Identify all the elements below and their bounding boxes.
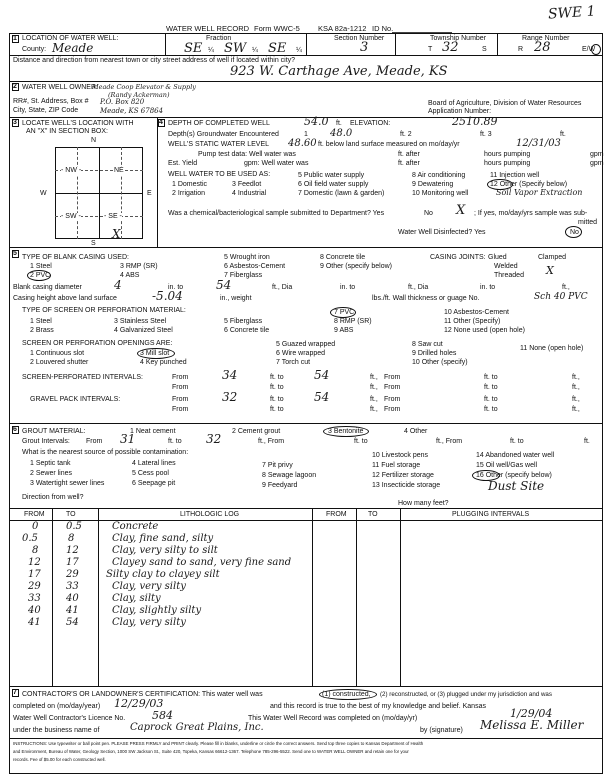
- section-number-label: Section Number: [334, 35, 385, 42]
- est-yield-label: Est. Yield: [168, 160, 198, 167]
- fraction-2[interactable]: SW: [224, 41, 247, 56]
- log-row-7-from[interactable]: 40: [28, 605, 41, 616]
- groundwater-2-label: ft. 2: [400, 131, 412, 138]
- casing-in-to-2: in. to: [340, 284, 356, 291]
- id-label: ID No.: [372, 24, 394, 33]
- opening-guazed[interactable]: 5 Guazed wrapped: [276, 341, 336, 348]
- spi-ft-1: ft.,: [370, 374, 378, 381]
- static-level-value[interactable]: 48.60: [288, 138, 317, 149]
- screen-asbestos[interactable]: 10 Asbestos-Cement: [444, 309, 509, 316]
- disinfected-no-circle: [565, 226, 582, 238]
- locate-label-1: LOCATE WELL'S LOCATION WITH: [22, 120, 134, 127]
- fraction-3[interactable]: SE: [268, 41, 287, 56]
- cert-line-1c: (2) reconstructed, or (3) plugged under my jurisdiction and was: [380, 691, 552, 698]
- compass-e: E: [147, 190, 152, 197]
- signature-value[interactable]: Melissa E. Miller: [480, 718, 584, 732]
- log-to-header: TO: [66, 511, 76, 518]
- spi-to-3: ft. to: [270, 384, 284, 391]
- gp-to-2: ft. to: [484, 396, 498, 403]
- groundwater-ft: ft.: [560, 131, 566, 138]
- grout-ft-end: ft.: [584, 438, 590, 445]
- chem-no: No: [424, 210, 433, 217]
- log-row-6-to[interactable]: 40: [66, 593, 79, 604]
- quadrant-sw: - SW -: [61, 213, 81, 220]
- groundwater-3-label: ft. 3: [480, 131, 492, 138]
- screen-steel[interactable]: 1 Steel: [30, 318, 52, 325]
- gp-from-3: From: [172, 406, 189, 413]
- address-po[interactable]: P.O. Box 820: [100, 98, 145, 106]
- log-row-7-to[interactable]: 41: [66, 605, 79, 616]
- log-row-1-to[interactable]: 8: [68, 533, 75, 544]
- cert-constructed-circle: [319, 689, 377, 700]
- grout-from-1: From: [86, 438, 103, 445]
- use-lawn[interactable]: 7 Domestic (lawn & garden): [298, 190, 385, 197]
- township-label: Township Number: [430, 35, 487, 42]
- gp-to-1: ft. to: [270, 396, 284, 403]
- log-row-4-from[interactable]: 17: [28, 569, 41, 580]
- casing-steel[interactable]: 1 Steel: [30, 263, 52, 270]
- city-value[interactable]: Meade, KS 67864: [100, 107, 164, 115]
- log-row-5-to[interactable]: 33: [66, 581, 79, 592]
- use-air[interactable]: 8 Air conditioning: [412, 172, 466, 179]
- opening-key-punched[interactable]: 4 Key punched: [140, 359, 187, 366]
- opening-louvered[interactable]: 2 Louvered shutter: [30, 359, 89, 366]
- county-value[interactable]: Meade: [52, 41, 94, 55]
- log-from-header: FROM: [24, 511, 45, 518]
- log-row-3-desc[interactable]: Clayey sand to sand, very fine sand: [112, 557, 292, 568]
- contam-cess[interactable]: 5 Cess pool: [132, 470, 169, 477]
- casing-ft-dia-2: ft., Dia: [408, 284, 429, 291]
- grout-bentonite[interactable]: 3 Bentonite: [328, 428, 364, 435]
- contam-insecticide[interactable]: 13 Insecticide storage: [372, 482, 441, 489]
- casing-wrought[interactable]: 5 Wrought iron: [224, 254, 270, 261]
- pump-after: ft. after: [398, 151, 420, 158]
- grout-neat-cement[interactable]: 1 Neat cement: [130, 428, 176, 435]
- contam-lateral[interactable]: 4 Lateral lines: [132, 460, 176, 467]
- plug-from-header: FROM: [326, 511, 347, 518]
- gp-to-value[interactable]: 54: [314, 390, 330, 404]
- casing-diameter-label: Blank casing diameter: [13, 284, 82, 291]
- chem-if-yes: ; If yes, mo/day/yrs sample was sub-: [474, 210, 588, 217]
- township-t: T: [428, 46, 433, 53]
- cert-line-1a: CONTRACTOR'S OR LANDOWNER'S CERTIFICATION: This water well was: [22, 691, 263, 698]
- stamp: SWE 1: [547, 3, 597, 23]
- spi-from-4: From: [384, 384, 401, 391]
- casing-joints-label: CASING JOINTS:: [430, 254, 486, 261]
- elevation-label: ELEVATION:: [350, 120, 391, 127]
- range-w-circle: [591, 44, 601, 55]
- casing-diameter-to[interactable]: 54: [216, 278, 232, 292]
- pump-hours: hours pumping: [484, 151, 531, 158]
- static-level-date[interactable]: 12/31/03: [516, 138, 561, 149]
- casing-pvc-circle: [27, 270, 51, 281]
- range-r: R: [518, 46, 524, 53]
- opening-wire[interactable]: 6 Wire wrapped: [276, 350, 326, 357]
- grout-material-label: GROUT MATERIAL:: [22, 428, 86, 435]
- contam-sewer[interactable]: 2 Sewer lines: [30, 470, 73, 477]
- plug-to-header: TO: [368, 511, 378, 518]
- casing-height-value[interactable]: -5.04: [152, 289, 183, 303]
- casing-diameter-ft-dia: ft., Dia: [272, 284, 293, 291]
- use-irrigation[interactable]: 2 Irrigation: [172, 190, 206, 197]
- log-row-5-desc[interactable]: Clay, very silty: [112, 581, 186, 592]
- contam-fertilizer[interactable]: 12 Fertilizer storage: [372, 472, 434, 479]
- contam-seepage[interactable]: 6 Seepage pit: [132, 480, 176, 487]
- section-2-number: 2: [13, 83, 17, 90]
- form-number: Form WWC-5: [254, 24, 300, 33]
- use-injection[interactable]: 11 Injection well: [490, 172, 540, 179]
- groundwater-1-value[interactable]: 48.0: [330, 128, 353, 139]
- quarter-1: ¼: [208, 47, 214, 54]
- yield-after: ft. after: [398, 160, 420, 167]
- quadrant-ne: NE: [114, 167, 124, 174]
- grout-intervals-label: Grout Intervals:: [22, 438, 70, 445]
- contam-other-value[interactable]: Dust Site: [488, 479, 545, 493]
- business-name-value[interactable]: Caprock Great Plains, Inc.: [130, 722, 264, 733]
- county-label: County:: [22, 46, 47, 53]
- log-row-8-desc[interactable]: Clay, very silty: [112, 617, 186, 628]
- owner-value[interactable]: Meade Coop Elevator & Supply: [92, 83, 196, 91]
- spi-to-1: ft. to: [270, 374, 284, 381]
- static-level-label: WELL'S STATIC WATER LEVEL: [168, 141, 270, 148]
- use-feedlot[interactable]: 3 Feedlot: [232, 181, 262, 188]
- grout-to-value[interactable]: 32: [206, 432, 222, 446]
- spi-ft-2: ft.,: [572, 374, 580, 381]
- grout-cement[interactable]: 2 Cement grout: [232, 428, 281, 435]
- log-row-1-from[interactable]: 0.5: [22, 533, 38, 544]
- disinfected-no: No: [570, 229, 579, 236]
- depth-ft: ft.: [336, 120, 342, 127]
- log-row-3-to[interactable]: 17: [66, 557, 79, 568]
- log-row-2-desc[interactable]: Clay, very silty to silt: [112, 545, 218, 556]
- instructions-3: records. Fee of $5.00 for each constructed well.: [13, 757, 106, 762]
- disinfected-label: Water Well Disinfected? Yes: [398, 229, 486, 236]
- compass-s: S: [91, 240, 96, 247]
- range-label: Range Number: [522, 35, 570, 42]
- log-row-6-desc[interactable]: Clay, silty: [112, 593, 161, 604]
- contam-watertight[interactable]: 3 Watertight sewer lines: [30, 480, 105, 487]
- opening-saw[interactable]: 8 Saw cut: [412, 341, 443, 348]
- township-s: S: [482, 46, 487, 53]
- screen-stainless[interactable]: 3 Stainless Steel: [114, 318, 167, 325]
- grout-bentonite-circle: [323, 426, 369, 437]
- distance-label: Distance and direction from nearest town or city street address of well if located within city?: [13, 57, 296, 64]
- gp-ft-3: ft.,: [370, 406, 378, 413]
- casing-concrete[interactable]: 8 Concrete tile: [320, 254, 366, 261]
- licence-label: Water Well Contractor's Licence No.: [13, 715, 126, 722]
- screen-abs[interactable]: 9 ABS: [334, 327, 354, 334]
- joint-clamped[interactable]: Clamped: [538, 254, 567, 261]
- log-row-8-to[interactable]: 54: [66, 617, 79, 628]
- gravel-pack-label: GRAVEL PACK INTERVALS:: [30, 396, 121, 403]
- contam-oil-gas[interactable]: 15 Oil well/Gas well: [476, 462, 538, 469]
- quadrant-se: - SE -: [104, 213, 122, 220]
- yield-gpm-2: gpm: [590, 160, 604, 167]
- opening-drilled[interactable]: 9 Drilled holes: [412, 350, 457, 357]
- static-level-suffix: ft. below land surface measured on mo/day/yr: [318, 141, 460, 148]
- grout-ft-from: ft., From: [258, 438, 285, 445]
- use-monitoring[interactable]: 10 Monitoring well: [412, 190, 469, 197]
- screen-material-label: TYPE OF SCREEN OR PERFORATION MATERIAL:: [22, 307, 186, 314]
- use-label: WELL WATER TO BE USED AS:: [168, 171, 271, 178]
- use-dewatering[interactable]: 9 Dewatering: [412, 181, 454, 188]
- grout-from-value[interactable]: 31: [120, 432, 136, 446]
- completed-date[interactable]: 12/29/03: [114, 697, 164, 710]
- gp-ft-2: ft.,: [572, 396, 580, 403]
- openings-label: SCREEN OR PERFORATION OPENINGS ARE:: [22, 340, 173, 347]
- spi-from-1: From: [172, 374, 189, 381]
- address-value[interactable]: 923 W. Carthage Ave, Meade, KS: [230, 64, 448, 79]
- range-ew: E/W: [582, 46, 596, 53]
- log-row-8-from[interactable]: 41: [28, 617, 41, 628]
- spi-ft-4: ft.,: [572, 384, 580, 391]
- contam-fuel[interactable]: 11 Fuel storage: [372, 462, 421, 469]
- spi-to-2: ft. to: [484, 374, 498, 381]
- casing-pvc[interactable]: 2 PVC: [30, 272, 51, 279]
- locate-label-2: AN "X" IN SECTION BOX:: [26, 128, 108, 135]
- spi-to-4: ft. to: [484, 384, 498, 391]
- cert-constructed: (1) constructed,: [322, 691, 371, 698]
- pump-gpm: gpm: [590, 151, 604, 158]
- joint-threaded-mark[interactable]: X: [546, 264, 554, 277]
- casing-height-label: Casing height above land surface: [13, 295, 117, 302]
- casing-other[interactable]: 9 Other (specify below): [320, 263, 392, 270]
- location-label: LOCATION OF WATER WELL:: [22, 35, 119, 42]
- screen-galvanized[interactable]: 4 Galvanized Steel: [114, 327, 173, 334]
- use-domestic[interactable]: 1 Domestic: [172, 181, 208, 188]
- log-row-3-from[interactable]: 12: [28, 557, 41, 568]
- chem-sample-label: Was a chemical/bacteriological sample submitted to Department? Yes: [168, 210, 385, 217]
- elevation-value[interactable]: 2510.89: [452, 115, 498, 128]
- gp-from-2: From: [384, 396, 401, 403]
- gp-from-1: From: [172, 396, 189, 403]
- quarter-2: ¼: [252, 47, 258, 54]
- casing-diameter-in-to: in. to: [168, 284, 184, 291]
- how-many-feet-label: How many feet?: [398, 500, 449, 507]
- chem-mitted: mitted: [578, 219, 598, 226]
- owner-contact[interactable]: (Randy Ackerman): [108, 91, 170, 99]
- casing-abs[interactable]: 4 ABS: [120, 272, 140, 279]
- opening-none[interactable]: 11 None (open hole): [520, 345, 584, 352]
- screen-brass[interactable]: 2 Brass: [30, 327, 54, 334]
- contam-abandoned[interactable]: 14 Abandoned water well: [476, 452, 555, 459]
- contam-septic[interactable]: 1 Septic tank: [30, 460, 71, 467]
- log-row-0-from[interactable]: 0: [32, 521, 39, 532]
- wall-thickness-label: lbs./ft. Wall thickness or guage No.: [372, 295, 480, 302]
- casing-type-label: TYPE OF BLANK CASING USED:: [22, 254, 129, 261]
- application-number-label: Application Number:: [428, 108, 492, 115]
- yield-hours: hours pumping: [484, 160, 531, 167]
- screen-intervals-label: SCREEN-PERFORATED INTERVALS:: [22, 374, 143, 381]
- fraction-label: Fraction: [206, 35, 232, 42]
- casing-fiberglass[interactable]: 7 Fiberglass: [224, 272, 263, 279]
- spi-from-value[interactable]: 34: [222, 368, 238, 382]
- opening-torch[interactable]: 7 Torch cut: [276, 359, 311, 366]
- section-3-number: 3: [13, 119, 17, 126]
- gp-to-4: ft. to: [484, 406, 498, 413]
- contam-pit-privy[interactable]: 7 Pit privy: [262, 462, 293, 469]
- log-row-4-desc[interactable]: Silty clay to clayey silt: [106, 569, 220, 580]
- gp-from-value[interactable]: 32: [222, 390, 238, 404]
- spi-ft-3: ft.,: [370, 384, 378, 391]
- opening-continuous[interactable]: 1 Continuous slot: [30, 350, 85, 357]
- joint-glued[interactable]: Glued: [488, 254, 507, 261]
- form-title: WATER WELL RECORD: [166, 24, 250, 33]
- log-row-5-from[interactable]: 29: [28, 581, 41, 592]
- gp-ft-1: ft.,: [370, 396, 378, 403]
- township-value[interactable]: 32: [442, 40, 459, 55]
- grout-ft-to-2: ft. to: [510, 438, 524, 445]
- log-row-7-desc[interactable]: Clay, slightly silty: [112, 605, 202, 616]
- log-row-0-to[interactable]: 0.5: [66, 521, 82, 532]
- casing-diameter-value[interactable]: 4: [114, 278, 122, 292]
- contam-lagoon[interactable]: 8 Sewage lagoon: [262, 472, 317, 479]
- instructions-2: and Environment, Bureau of Water, Geology Section, 1000 SW Jackson St., Suite 420, Topeka, Kansas 66612-1367. Telephone 785-296-5522. Send one to WATER WELL OWNER and retain one for your: [13, 749, 409, 754]
- casing-asbestos[interactable]: 6 Asbestos-Cement: [224, 263, 286, 270]
- licence-value[interactable]: 584: [152, 709, 173, 722]
- screen-other[interactable]: 11 Other (Specify): [444, 318, 501, 325]
- grout-other[interactable]: 4 Other: [404, 428, 428, 435]
- fraction-1[interactable]: SE: [184, 41, 203, 56]
- casing-in-to-3: in. to: [480, 284, 496, 291]
- casing-weight-label: in., weight: [220, 295, 252, 302]
- casing-rmp[interactable]: 3 RMP (SR): [120, 263, 158, 270]
- screen-fiberglass[interactable]: 5 Fiberglass: [224, 318, 263, 325]
- owner-label: WATER WELL OWNER:: [22, 84, 98, 91]
- screen-rmp[interactable]: 8 RMP (SR): [334, 318, 372, 325]
- signature-label: by (signature): [420, 727, 463, 734]
- compass-n: N: [91, 137, 97, 144]
- log-row-2-to[interactable]: 12: [66, 545, 79, 556]
- joint-welded[interactable]: Welded: [494, 263, 518, 270]
- contam-livestock[interactable]: 10 Livestock pens: [372, 452, 429, 459]
- gp-from-4: From: [384, 406, 401, 413]
- wall-thickness-value[interactable]: Sch 40 PVC: [534, 292, 588, 302]
- section-6-number: 6: [13, 426, 17, 433]
- section-5-number: 5: [13, 250, 17, 257]
- screen-pvc[interactable]: 7 PVC: [334, 309, 355, 316]
- log-row-0-desc[interactable]: Concrete: [112, 521, 159, 532]
- plug-intervals-header: PLUGGING INTERVALS: [452, 511, 530, 518]
- section-7-number: 7: [13, 689, 17, 696]
- gp-ft-4: ft.,: [572, 406, 580, 413]
- record-completed-date[interactable]: 1/29/04: [510, 707, 553, 720]
- yield-gpm: gpm: Well water was: [244, 160, 309, 167]
- spi-to-value[interactable]: 54: [314, 368, 330, 382]
- completed-label: completed on (mo/day/year): [13, 703, 101, 710]
- grout-ft-from-2: ft., From: [436, 438, 463, 445]
- use-public[interactable]: 5 Public water supply: [298, 172, 365, 179]
- screen-concrete[interactable]: 6 Concrete tile: [224, 327, 270, 334]
- spi-from-3: From: [172, 384, 189, 391]
- use-other-value[interactable]: Soil Vapor Extraction: [496, 188, 583, 197]
- record-completed-label: This Water Well Record was completed on (mo/day/yr): [248, 715, 418, 722]
- joint-threaded[interactable]: Threaded: [494, 272, 524, 279]
- screen-pvc-circle: [330, 307, 356, 318]
- contam-other[interactable]: 16 Other (specify below): [476, 472, 552, 479]
- depth-value[interactable]: 54.0: [304, 115, 329, 128]
- screen-none[interactable]: 12 None used (open hole): [444, 327, 525, 334]
- cert-line-2b: and this record is true to the best of my knowledge and belief. Kansas: [270, 703, 486, 710]
- board-label: Board of Agriculture, Division of Water Resources: [428, 100, 582, 107]
- gp-to-3: ft. to: [270, 406, 284, 413]
- log-litho-header: LITHOLOGIC LOG: [180, 511, 240, 518]
- log-row-2-from[interactable]: 8: [32, 545, 39, 556]
- groundwater-1-num: 1: [304, 131, 308, 138]
- quadrant-nw: - NW -: [61, 167, 82, 174]
- use-oil-field[interactable]: 6 Oil field water supply: [298, 181, 369, 188]
- business-name-label: under the business name of: [13, 727, 100, 734]
- city-label: City, State, ZIP Code: [13, 107, 79, 114]
- groundwater-label: Depth(s) Groundwater Encountered: [168, 131, 279, 138]
- opening-other[interactable]: 10 Other (specify): [412, 359, 468, 366]
- address-label: RR#, St. Address, Box #: [13, 98, 89, 105]
- opening-mill-slot-circle: [137, 348, 175, 359]
- grout-ft-to: ft. to: [354, 438, 368, 445]
- depth-label: DEPTH OF COMPLETED WELL: [168, 120, 270, 127]
- instructions-1: INSTRUCTIONS: Use typewriter or ball point pen. PLEASE PRESS FIRMLY and PRINT clearly. Please fill in blanks, underline or circle the correct answers. Send top three copies to Kansas Department of Health: [13, 741, 424, 746]
- direction-label: Direction from well?: [22, 494, 84, 501]
- pump-test-label: Pump test data: Well water was: [198, 151, 296, 158]
- spi-from-2: From: [384, 374, 401, 381]
- casing-ft-3: ft.,: [562, 284, 570, 291]
- quarter-3: ¼: [296, 47, 302, 54]
- section-number-value[interactable]: 3: [360, 40, 369, 55]
- opening-mill-slot[interactable]: 3 Mill slot: [140, 350, 170, 357]
- ksa-number: KSA 82a-1212: [318, 24, 367, 33]
- section-4-number: 4: [159, 119, 163, 126]
- log-row-1-desc[interactable]: Clay, fine sand, silty: [112, 533, 214, 544]
- grout-to-1: ft. to: [168, 438, 182, 445]
- log-row-6-from[interactable]: 33: [28, 593, 41, 604]
- use-industrial[interactable]: 4 Industrial: [232, 190, 267, 197]
- chem-no-mark[interactable]: X: [456, 203, 466, 218]
- contamination-label: What is the nearest source of possible contamination:: [22, 449, 189, 456]
- contam-feedyard[interactable]: 9 Feedyard: [262, 482, 298, 489]
- log-row-4-to[interactable]: 29: [66, 569, 79, 580]
- well-location-mark[interactable]: X: [112, 227, 121, 241]
- section-1-number: 1: [13, 35, 17, 42]
- use-other[interactable]: 12 Other (Specify below): [490, 181, 568, 188]
- compass-w: W: [40, 190, 47, 197]
- range-value[interactable]: 28: [534, 40, 551, 55]
